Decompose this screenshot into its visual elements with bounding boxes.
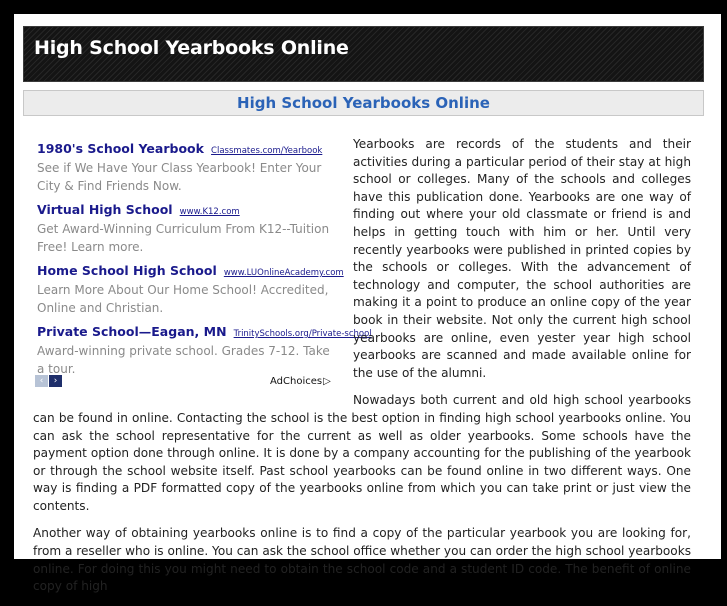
site-header: [23, 26, 704, 82]
chevron-right-icon[interactable]: ›: [49, 375, 62, 387]
ad-description: See if We Have Your Class Yearbook! Enter Your City & Find Friends Now.: [37, 161, 322, 193]
ad-title-link[interactable]: 1980's School Yearbook: [37, 141, 204, 156]
article-paragraph: Nowadays both current and old high school yearbooks can be found in online. Contacting the school is the best option in finding high school yearbooks online. You can ask the school representative for the current as well as older yearbooks. Some schools have the payment option done through online. It is done by a company accounting for the publishing of the yearbook or through the school website itself. Past school yearbooks can be found online in two different ways. One way is finding a PDF formatted copy of the yearbooks online from which you can take print or just view the contents.: [33, 393, 691, 513]
ad-title-link[interactable]: Private School—Eagan, MN: [37, 324, 227, 339]
ad-url-link[interactable]: www.K12.com: [179, 207, 240, 217]
chevron-left-icon[interactable]: ‹: [35, 375, 48, 387]
adchoices-icon: ▷: [323, 376, 331, 387]
article-paragraph: Yearbooks are records of the students and their activities during a particular period of their stay at high school or colleges. Many of the schools and colleges have this publication done. Yearbooks are one way of finding out where your old classmate or friend is and helps in getting touch with him or her. Until very recently yearbooks were published in printed copies by the schools or colleges. With the advancement of technology and computer, the school authorities are making it a point to produce an online copy of the year book in their website. Not only the current high school yearbooks are online, even yester year high school yearbooks are scanned and made available online for the use of the alumni.: [353, 137, 691, 380]
ad-description: Get Award-Winning Curriculum From K12--Tuition Free! Learn more.: [37, 222, 330, 254]
ad-title-link[interactable]: Virtual High School: [37, 202, 173, 217]
article-title-bar: [23, 90, 704, 116]
article-title: High School Yearbooks Online: [237, 94, 490, 112]
ad-url-link[interactable]: www.LUOnlineAcademy.com: [223, 268, 344, 278]
article-body: [33, 136, 691, 606]
ad-url-link[interactable]: TrinitySchools.org/Private-school: [233, 329, 372, 339]
page: [14, 14, 721, 594]
ad-description: Learn More About Our Home School! Accredited, Online and Christian.: [37, 283, 329, 315]
adchoices-label: AdChoices: [270, 376, 323, 387]
ad-description: Award-winning private school. Grades 7-12. Take a tour.: [37, 344, 330, 376]
ad-spacer: [33, 136, 353, 401]
site-title-link[interactable]: High School Yearbooks Online: [34, 37, 349, 59]
ad-title-link[interactable]: Home School High School: [37, 263, 217, 278]
ad-url-link[interactable]: Classmates.com/Yearbook: [211, 146, 323, 156]
article-paragraph: Another way of obtaining yearbooks online is to find a copy of the particular yearbook you are looking for, from a reseller who is online. You can ask the school office whether you can order the high school yearbooks online. For doing this you might need to obtain the school code and a student ID code. The benefit of online copy of high: [33, 526, 691, 594]
